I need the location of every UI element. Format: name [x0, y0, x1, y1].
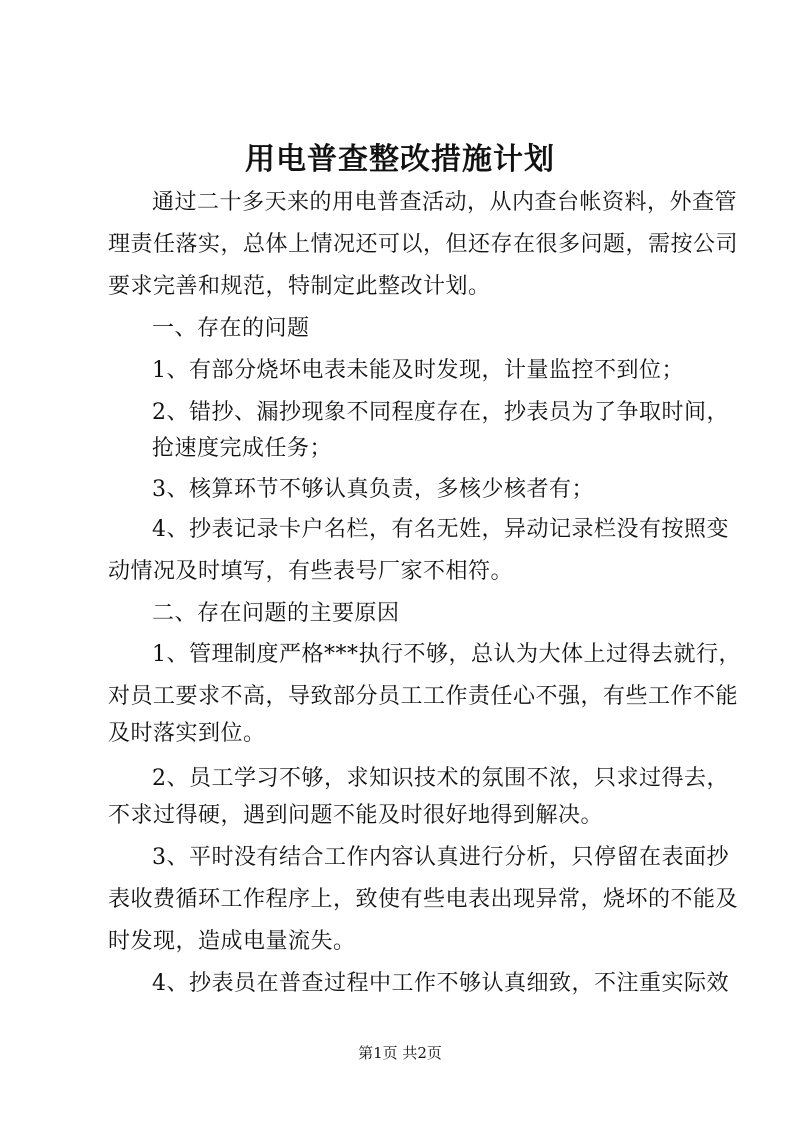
paragraph-line: 要求完善和规范，特制定此整改计划。: [108, 274, 491, 299]
paragraph-line: 1、管理制度严格***执行不够，总认为大体上过得去就行，: [152, 642, 741, 667]
paragraph-line: 4、抄表记录卡户名栏，有名无姓，异动记录栏没有按照变: [152, 517, 729, 542]
document-title: 用电普查整改措施计划: [245, 142, 555, 177]
paragraph-line: 2、员工学习不够，求知识技术的氛围不浓，只求过得去，: [152, 766, 729, 791]
paragraph-line: 3、核算环节不够认真负责，多核少核者有；: [152, 477, 594, 502]
paragraph-line: 时发现，造成电量流失。: [108, 929, 356, 954]
paragraph-line: 表收费循环工作程序上，致使有些电表出现异常，烧坏的不能及: [108, 887, 739, 912]
page-number: 第1页 共2页: [358, 1044, 442, 1062]
paragraph-line: 抢速度完成任务；: [152, 436, 333, 461]
paragraph-line: 对员工要求不高，导致部分员工工作责任心不强，有些工作不能: [108, 684, 739, 709]
paragraph-line: 1、有部分烧坏电表未能及时发现，计量监控不到位；: [152, 358, 684, 383]
paragraph-line: 及时落实到位。: [108, 721, 266, 746]
paragraph-line: 不求过得硬，遇到问题不能及时很好地得到解决。: [108, 803, 604, 828]
paragraph-line: 理责任落实，总体上情况还可以，但还存在很多问题，需按公司: [108, 232, 739, 257]
paragraph-line: 通过二十多天来的用电普查活动，从内查台帐资料，外查管: [152, 190, 738, 215]
paragraph-line: 2、错抄、漏抄现象不同程度存在，抄表员为了争取时间，: [152, 400, 729, 425]
paragraph-line: 3、平时没有结合工作内容认真进行分析，只停留在表面抄: [152, 845, 729, 870]
paragraph-line: 4、抄表员在普查过程中工作不够认真细致，不注重实际效: [152, 971, 729, 996]
section-heading: 二、存在问题的主要原因: [152, 601, 400, 626]
section-heading: 一、存在的问题: [152, 316, 310, 341]
paragraph-line: 动情况及时填写，有些表号厂家不相符。: [108, 559, 514, 584]
